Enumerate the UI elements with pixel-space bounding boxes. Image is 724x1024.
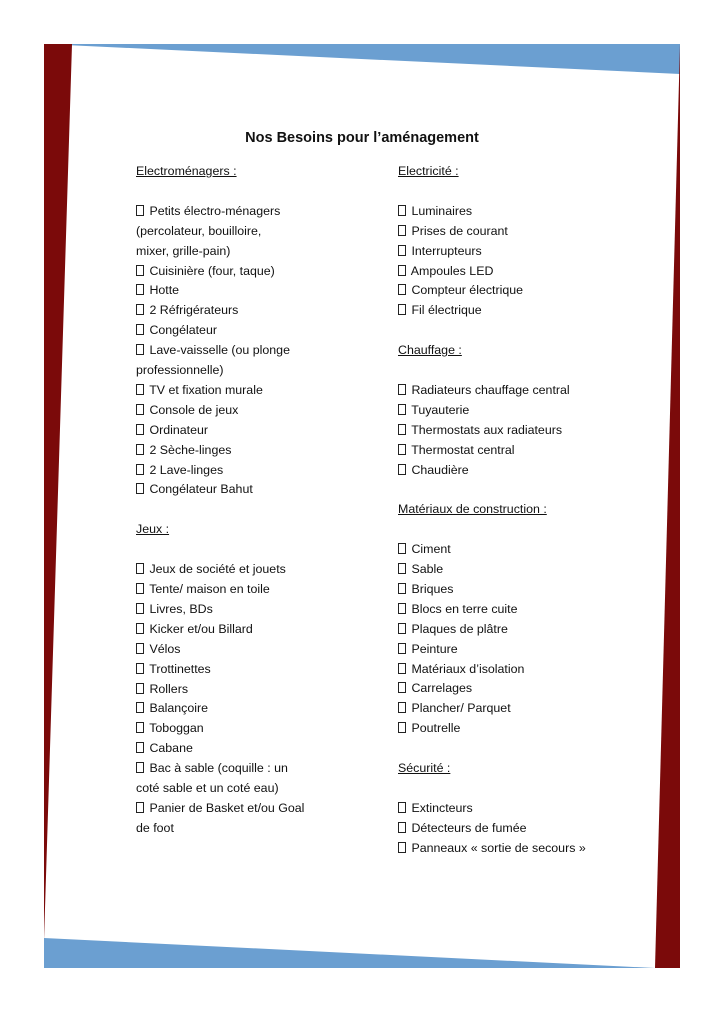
list-item — [398, 242, 648, 262]
list-item-label: Extincteurs — [411, 800, 473, 815]
section-spacer — [398, 739, 648, 759]
list-item — [136, 262, 376, 282]
list-item-label: Briques — [411, 581, 454, 596]
list-item — [136, 640, 376, 660]
bottom-blue-band — [44, 938, 655, 968]
list-item-label: Ampoules LED — [410, 263, 494, 278]
list-item — [136, 281, 376, 301]
list-item-label: mixer, grille-pain) — [136, 243, 231, 258]
bullet-box-icon — [398, 543, 406, 554]
right-red-band — [655, 44, 680, 968]
list-item — [398, 381, 648, 401]
list-item — [136, 580, 376, 600]
list-item-label: Fil électrique — [411, 303, 482, 318]
bullet-box-icon — [136, 563, 144, 574]
list-item-label: Sable — [411, 562, 444, 577]
bullet-box-icon — [398, 284, 406, 295]
bullet-box-icon — [398, 603, 406, 614]
list-item — [398, 620, 648, 640]
list-item — [398, 262, 648, 282]
list-item-label: Thermostats aux radiateurs — [411, 422, 563, 437]
list-item — [136, 361, 376, 381]
heading-spacer — [398, 361, 648, 381]
list-item — [136, 242, 376, 262]
list-item-label: Petits électro-ménagers — [149, 203, 281, 218]
list-item-label: Matériaux d’isolation — [411, 661, 525, 676]
list-item — [398, 799, 648, 819]
list-item-label: de foot — [136, 820, 174, 835]
list-item — [398, 600, 648, 620]
list-item-label: Ordinateur — [149, 422, 208, 437]
bullet-box-icon — [136, 324, 144, 335]
list-item-label: Jeux de société et jouets — [149, 562, 286, 577]
list-item — [398, 719, 648, 739]
heading-spacer — [398, 182, 648, 202]
section-heading: Electricité : — [398, 164, 459, 178]
bullet-box-icon — [398, 245, 406, 256]
list-item — [398, 281, 648, 301]
list-item — [136, 222, 376, 242]
list-item-label: professionnelle) — [136, 363, 224, 378]
list-item — [136, 301, 376, 321]
heading-spacer — [136, 182, 376, 202]
bullet-box-icon — [398, 842, 406, 853]
bullet-box-icon — [398, 424, 406, 435]
section-spacer — [136, 500, 376, 520]
list-item — [136, 560, 376, 580]
bullet-box-icon — [136, 304, 144, 315]
list-item — [136, 321, 376, 341]
bullet-box-icon — [136, 384, 144, 395]
bullet-box-icon — [136, 702, 144, 713]
list-item-label: Congélateur — [149, 323, 217, 338]
bullet-box-icon — [398, 702, 406, 713]
list-item — [136, 759, 376, 779]
section-spacer — [398, 321, 648, 341]
bullet-box-icon — [398, 583, 406, 594]
left-red-band — [44, 44, 72, 940]
list-item-label: Poutrelle — [411, 721, 461, 736]
bullet-box-icon — [136, 663, 144, 674]
bullet-box-icon — [398, 623, 406, 634]
list-item-label: TV et fixation murale — [149, 382, 263, 397]
bullet-box-icon — [398, 205, 406, 216]
list-item-label: Interrupteurs — [411, 243, 482, 258]
bullet-box-icon — [136, 424, 144, 435]
section-spacer — [398, 480, 648, 500]
list-item-label: Vélos — [149, 641, 181, 656]
list-item-label: Chaudière — [411, 462, 469, 477]
list-item-label: Hotte — [149, 283, 180, 298]
list-item-label: Cuisinière (four, taque) — [149, 263, 275, 278]
bullet-box-icon — [398, 682, 406, 693]
list-item — [136, 620, 376, 640]
list-item — [398, 401, 648, 421]
list-item — [136, 799, 376, 819]
top-blue-band — [44, 44, 680, 74]
bullet-box-icon — [136, 583, 144, 594]
list-item-label: Plaques de plâtre — [411, 621, 508, 636]
list-item-label: Carrelages — [411, 681, 473, 696]
list-item — [136, 461, 376, 481]
list-item — [136, 441, 376, 461]
list-item-label: Plancher/ Parquet — [411, 701, 511, 716]
list-item — [136, 719, 376, 739]
bullet-box-icon — [398, 643, 406, 654]
bullet-box-icon — [398, 404, 406, 415]
list-item — [136, 660, 376, 680]
list-item — [398, 202, 648, 222]
list-item-label: Détecteurs de fumée — [411, 820, 527, 835]
list-item-label: 2 Lave-linges — [149, 462, 224, 477]
list-item — [398, 819, 648, 839]
list-item — [136, 699, 376, 719]
page-title: Nos Besoins pour l’aménagement — [245, 130, 479, 146]
bullet-box-icon — [398, 464, 406, 475]
bullet-box-icon — [398, 722, 406, 733]
list-item — [136, 381, 376, 401]
list-item — [136, 401, 376, 421]
list-item — [398, 421, 648, 441]
bullet-box-icon — [398, 663, 406, 674]
bullet-box-icon — [398, 225, 406, 236]
bullet-box-icon — [136, 444, 144, 455]
list-item-label: Tente/ maison en toile — [149, 581, 270, 596]
bullet-box-icon — [398, 265, 406, 276]
bullet-box-icon — [136, 464, 144, 475]
list-item — [136, 421, 376, 441]
list-item — [398, 640, 648, 660]
list-item-label: Toboggan — [149, 721, 204, 736]
list-item-label: Congélateur Bahut — [149, 482, 253, 497]
heading-spacer — [398, 779, 648, 799]
list-item-label: Blocs en terre cuite — [411, 601, 518, 616]
bullet-box-icon — [136, 265, 144, 276]
bullet-box-icon — [136, 643, 144, 654]
list-item — [398, 679, 648, 699]
list-item-label: Tuyauterie — [411, 402, 470, 417]
list-item-label: Cabane — [149, 741, 193, 756]
list-item-label: 2 Réfrigérateurs — [149, 303, 239, 318]
list-item-label: Prises de courant — [411, 223, 508, 238]
bullet-box-icon — [398, 304, 406, 315]
list-item — [136, 341, 376, 361]
list-item — [136, 779, 376, 799]
list-item-label: Ciment — [411, 542, 451, 557]
left-column — [136, 162, 376, 839]
list-item — [398, 441, 648, 461]
bullet-box-icon — [136, 762, 144, 773]
bullet-box-icon — [136, 205, 144, 216]
list-item — [398, 660, 648, 680]
bullet-box-icon — [136, 284, 144, 295]
list-item-label: Rollers — [149, 681, 189, 696]
section-heading: Chauffage : — [398, 343, 462, 358]
list-item — [398, 560, 648, 580]
list-item-label: Thermostat central — [411, 442, 515, 457]
section-heading: Electroménagers : — [136, 164, 237, 178]
list-item-label: Panneaux « sortie de secours » — [411, 840, 586, 855]
heading-spacer — [136, 540, 376, 560]
list-item-label: coté sable et un coté eau) — [136, 781, 279, 796]
list-item — [398, 839, 648, 859]
list-item — [136, 202, 376, 222]
bullet-box-icon — [136, 404, 144, 415]
bullet-box-icon — [398, 563, 406, 574]
list-item-label: Lave-vaisselle (ou plonge — [149, 343, 290, 358]
bullet-box-icon — [136, 603, 144, 614]
list-item — [136, 739, 376, 759]
bullet-box-icon — [136, 742, 144, 753]
list-item-label: Bac à sable (coquille : un — [149, 761, 288, 776]
list-item-label: Console de jeux — [149, 402, 239, 417]
list-item-label: Panier de Basket et/ou Goal — [149, 800, 305, 815]
bullet-box-icon — [398, 444, 406, 455]
right-column — [398, 162, 648, 859]
bullet-box-icon — [136, 483, 144, 494]
list-item — [136, 819, 376, 839]
bullet-box-icon — [136, 802, 144, 813]
bullet-box-icon — [398, 384, 406, 395]
list-item — [398, 580, 648, 600]
bullet-box-icon — [136, 344, 144, 355]
section-heading: Matériaux de construction : — [398, 502, 547, 517]
list-item-label: Compteur électrique — [411, 283, 524, 298]
list-item — [136, 680, 376, 700]
list-item — [398, 301, 648, 321]
list-item-label: Livres, BDs — [149, 601, 213, 616]
list-item — [398, 461, 648, 481]
list-item — [136, 600, 376, 620]
bullet-box-icon — [398, 822, 406, 833]
heading-spacer — [398, 520, 648, 540]
list-item — [398, 540, 648, 560]
list-item-label: (percolateur, bouilloire, — [136, 223, 262, 238]
list-item-label: Balançoire — [149, 701, 209, 716]
section-heading: Jeux : — [136, 522, 170, 537]
list-item — [398, 699, 648, 719]
list-item-label: Peinture — [411, 641, 458, 656]
bullet-box-icon — [136, 683, 144, 694]
list-item-label: Luminaires — [411, 203, 473, 218]
bullet-box-icon — [136, 623, 144, 634]
list-item — [136, 480, 376, 500]
list-item-label: Trottinettes — [149, 661, 211, 676]
bullet-box-icon — [136, 722, 144, 733]
section-heading: Sécurité : — [398, 761, 451, 776]
list-item-label: Kicker et/ou Billard — [149, 621, 253, 636]
list-item-label: 2 Sèche-linges — [149, 442, 232, 457]
list-item — [398, 222, 648, 242]
bullet-box-icon — [398, 802, 406, 813]
list-item-label: Radiateurs chauffage central — [411, 382, 570, 397]
